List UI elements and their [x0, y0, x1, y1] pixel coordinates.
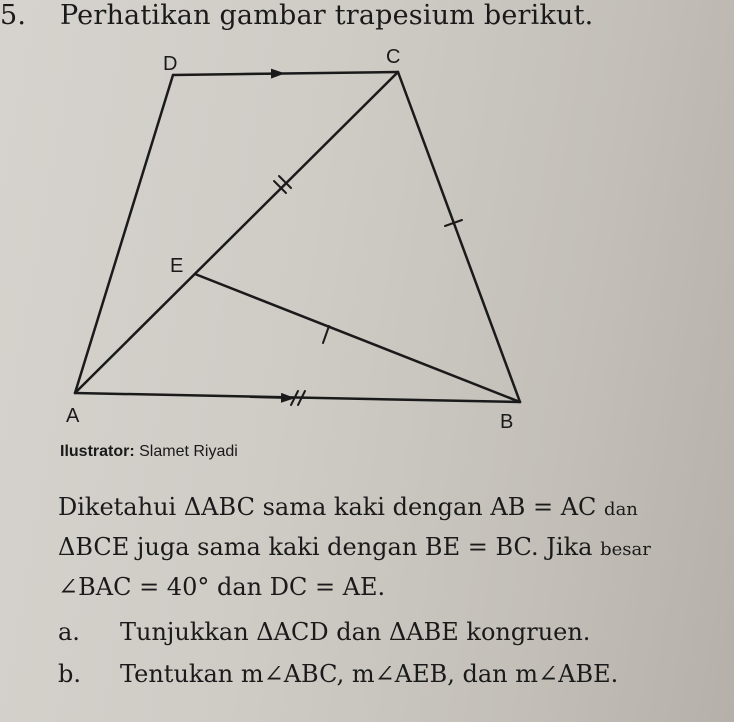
line-2-text: ΔBCE juga sama kaki dengan BE = BC. Jika — [58, 533, 593, 561]
tick-marks-ac — [274, 176, 291, 193]
illustrator-credit — [60, 443, 238, 461]
parallel-arrow-dc — [240, 74, 278, 75]
label-e: E — [170, 255, 184, 277]
label-c: C — [386, 46, 401, 68]
item-a-text: Tunjukkan ΔACD dan ΔABE kongruen. — [120, 618, 591, 646]
item-a-label: a. — [58, 618, 80, 646]
segment-eb — [195, 274, 520, 402]
label-b: B — [500, 411, 514, 433]
line-3-text: ∠BAC = 40° dan DC = AE. — [58, 573, 386, 601]
side-dc — [173, 72, 398, 75]
paragraph-line-1 — [58, 493, 638, 521]
question-number: 5. — [0, 0, 27, 31]
item-b-text: Tentukan m∠ABC, m∠AEB, dan m∠ABE. — [120, 660, 619, 688]
paragraph-line-2 — [58, 533, 651, 561]
paragraph-line-3 — [58, 573, 385, 601]
side-bc — [398, 72, 520, 402]
question-title: Perhatikan gambar trapesium berikut. — [60, 0, 594, 31]
parallel-arrow-ab — [250, 397, 288, 398]
side-ab — [75, 393, 520, 402]
line-1-tail: dan — [604, 499, 638, 520]
illustrator-name: Slamet Riyadi — [139, 443, 238, 460]
item-b-label: b. — [58, 660, 81, 688]
label-a: A — [66, 405, 80, 427]
illustrator-role: Ilustrator: — [60, 443, 135, 460]
item-b — [58, 660, 618, 688]
line-1-text: Diketahui ΔABC sama kaki dengan AB = AC — [58, 493, 597, 521]
line-2-tail: besar — [600, 539, 651, 560]
label-d: D — [163, 53, 178, 75]
item-a — [58, 618, 590, 646]
tick-mark-be — [323, 326, 329, 343]
